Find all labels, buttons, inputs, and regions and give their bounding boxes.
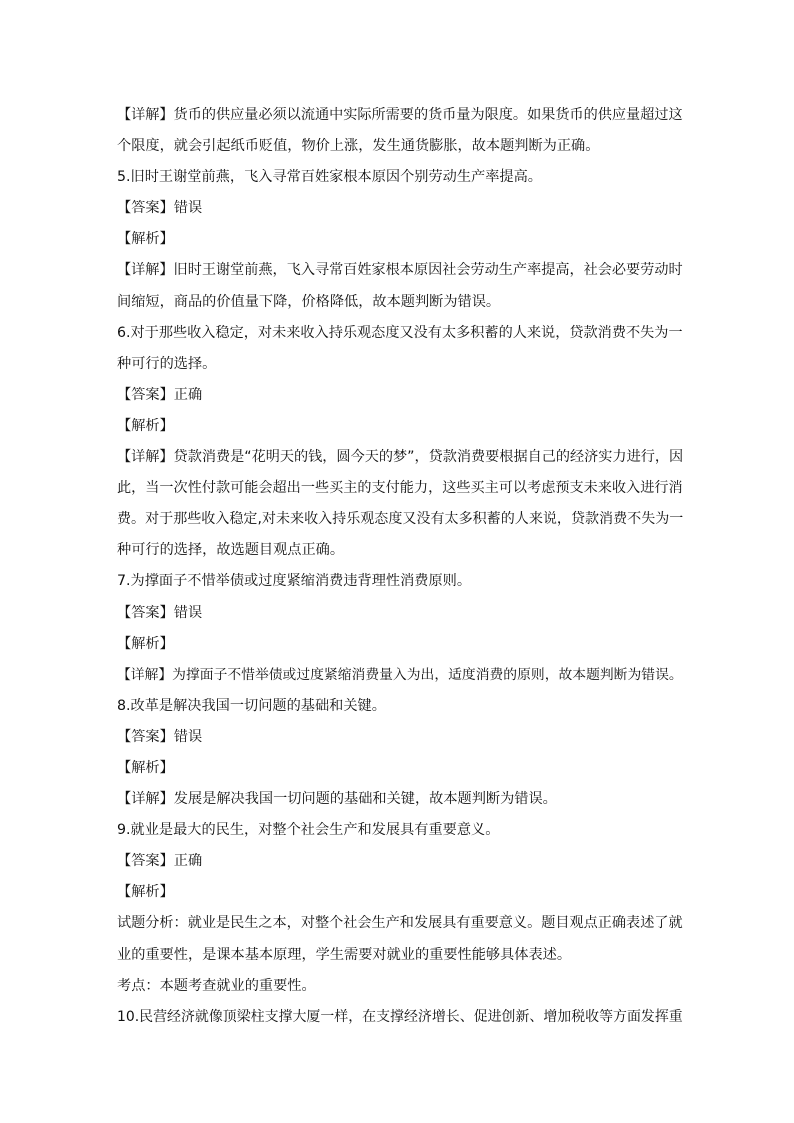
question-7: 7.为撑面子不惜举债或过度紧缩消费违背理性消费原则。 [117,573,472,590]
question-6: 6.对于那些收入稳定，对未来收入持乐观态度又没有太多积蓄的人来说，贷款消费不失为一 [117,324,683,341]
answer-label: 【答案】错误 [117,200,203,217]
analysis-label: 【解析】 [117,635,174,652]
analysis-label: 【解析】 [117,231,174,248]
answer-label: 【答案】正确 [117,386,203,403]
explanation-line: 此，当一次性付款可能会超出一些买主的支付能力，这些买主可以考虑预支未来收入进行消 [117,480,683,497]
document-page [117,100,683,1033]
question-9: 9.就业是最大的民生，对整个社会生产和发展具有重要意义。 [117,822,500,839]
question-6-cont: 种可行的选择。 [117,355,217,372]
answer-label: 【答案】错误 [117,604,203,621]
question-8: 8.改革是解决我国一切问题的基础和关键。 [117,697,386,714]
answer-label: 【答案】错误 [117,728,203,745]
explanation-line: 【详解】发展是解决我国一切问题的基础和关键，故本题判断为错误。 [117,791,557,808]
question-10: 10.民营经济就像顶梁柱支撑大厦一样，在支撑经济增长、促进创新、增加税收等方面发挥重 [117,1008,683,1025]
question-5: 5.旧时王谢堂前燕，飞入寻常百姓家根本原因个别劳动生产率提高。 [117,169,542,186]
explanation-line: 费。对于那些收入稳定,对未来收入持乐观态度又没有太多积蓄的人来说，贷款消费不失为一 [117,511,683,528]
explanation-line: 试题分析：就业是民生之本，对整个社会生产和发展具有重要意义。题目观点正确表述了就 [117,915,683,932]
answer-label: 【答案】正确 [117,853,203,870]
explanation-line: 【详解】货币的供应量必须以流通中实际所需要的货币量为限度。如果货币的供应量超过这 [117,107,683,123]
analysis-label: 【解析】 [117,759,174,776]
topic-line: 考点：本题考查就业的重要性。 [117,977,316,994]
analysis-label: 【解析】 [117,417,174,434]
explanation-line: 间缩短，商品的价值量下降，价格降低，故本题判断为错误。 [117,293,501,310]
explanation-line: 【详解】旧时王谢堂前燕，飞入寻常百姓家根本原因社会劳动生产率提高，社会必要劳动时 [117,262,683,279]
explanation-line: 【详解】为撑面子不惜举债或过度紧缩消费量入为出，适度消费的原则，故本题判断为错误。 [117,666,683,683]
analysis-label: 【解析】 [117,884,174,901]
explanation-line: 种可行的选择，故选题目观点正确。 [117,542,345,559]
explanation-line: 业的重要性，是课本基本原理，学生需要对就业的重要性能够具体表述。 [117,946,572,963]
explanation-line: 【详解】贷款消费是“花明天的钱，圆今天的梦”，贷款消费要根据自己的经济实力进行，因 [117,449,683,466]
explanation-line: 个限度，就会引起纸币贬值，物价上涨，发生通货膨胀，故本题判断为正确。 [117,138,600,155]
